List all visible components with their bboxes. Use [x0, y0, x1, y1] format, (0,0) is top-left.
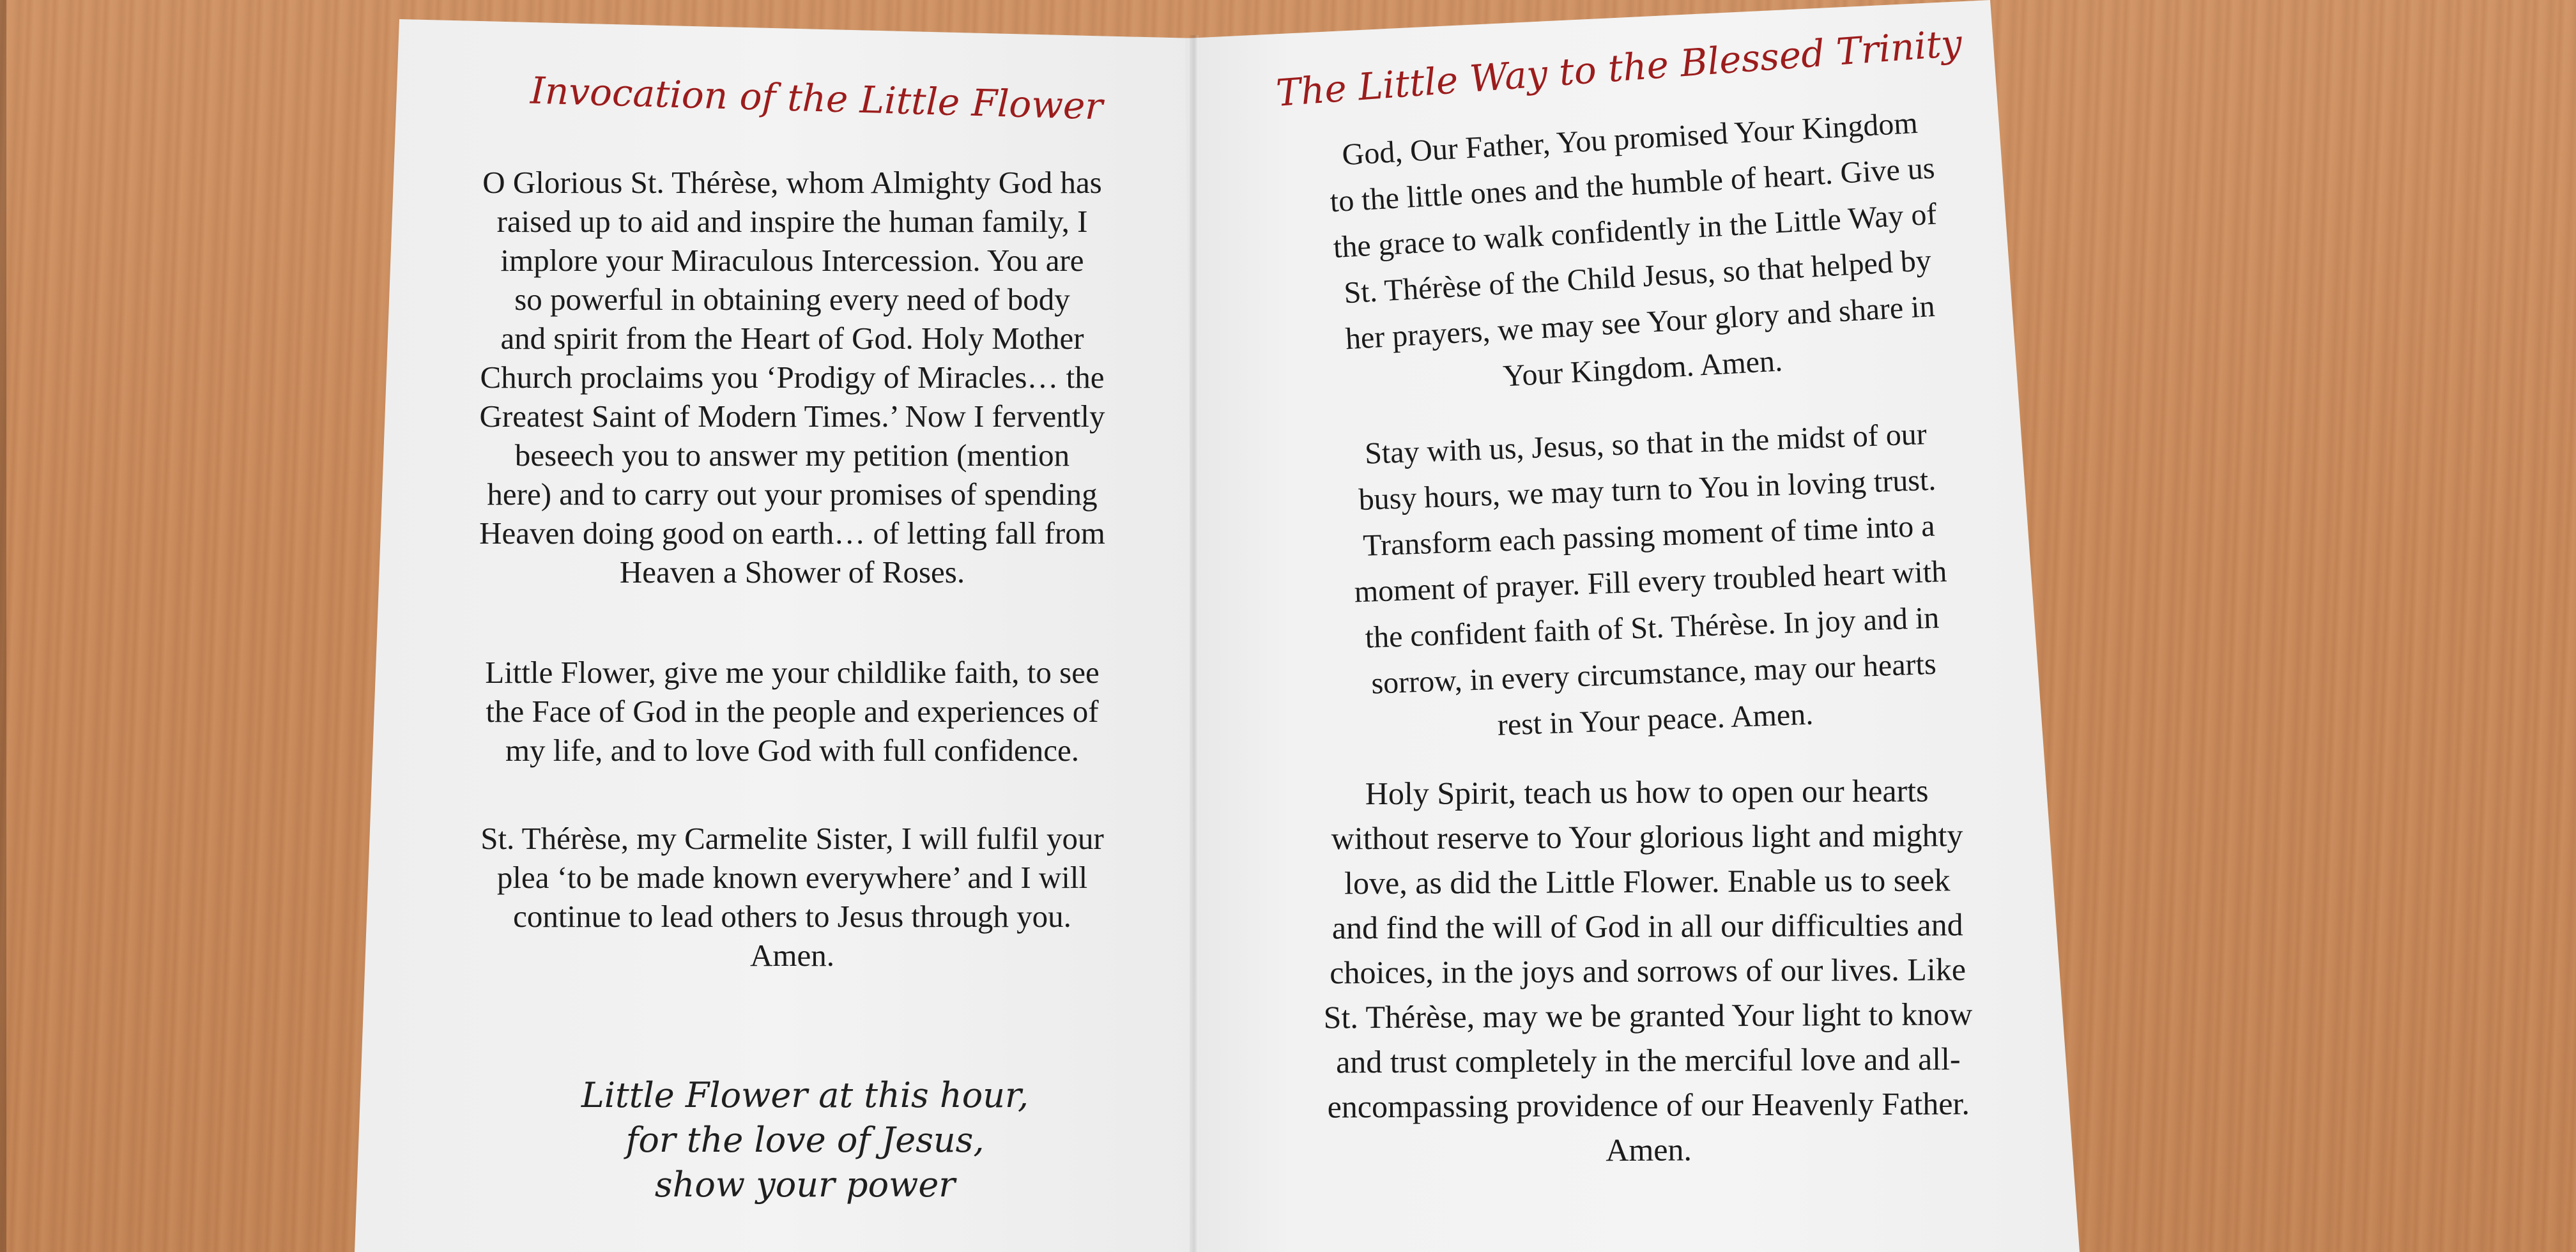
prayer-jesus-paragraph: Stay with us, Jesus, so that in the midst of our busy hours, we may turn to You in loving trust. Transform each passing moment of time into a moment of prayer. Fill every troubled heart with the confident faith of St. Thérèse. In joy and in sorrow, in every circumstance, may our hearts rest in Your peace. Amen.	[1353, 417, 1947, 742]
left-page-title: Invocation of the Little Flower	[530, 68, 1104, 128]
invocation-paragraph-2: Little Flower, give me your childlike faith, to see the Face of God in the people and experiences of my life, and to love God with full confidence.	[485, 655, 1100, 768]
right-page-title: The Little Way to the Blessed Trinity	[1275, 21, 1964, 115]
prayer-father-paragraph: God, Our Father, You promised Your Kingdom to the little ones and the humble of heart. Give us the grace to walk confidently in the Little Way of St. Thérèse of the Child Jesus, so that helped by her prayers, we may see Your glory and share in Your Kingdom. Amen.	[1329, 105, 1938, 393]
prayer-holy-spirit-paragraph: Holy Spirit, teach us how to open our hearts without reserve to Your glorious light and mighty love, as did the Little Flower. Enable us to seek and find the will of God in all our difficulties and choices, in the joys and sorrows of our lives. Like St. Thérèse, may we be granted Your light to know and trust completely in the merciful love and all- encompassing providence of our Heavenly Father. Amen.	[1323, 772, 1973, 1168]
closing-verse: Little Flower at this hour, for the love of Jesus, show your power	[581, 1075, 1029, 1205]
invocation-paragraph-1: O Glorious St. Thérèse, whom Almighty God has raised up to aid and inspire the human family, I implore your Miraculous Intercession. You are so powerful in obtaining every need of body and spirit from the Heart of God. Holy Mother Church proclaims you ‘Prodigy of Miracles… the Greatest Saint of Modern Times.’ Now I fervently beseech you to answer my petition (mention here) and to carry out your promises of spending Heaven doing good on earth… of letting fall from Heaven a Shower of Roses.	[479, 165, 1105, 590]
invocation-paragraph-3: St. Thérèse, my Carmelite Sister, I will fulfil your plea ‘to be made known everywhere’ and I will continue to lead others to Jesus through you. Amen.	[480, 821, 1104, 973]
